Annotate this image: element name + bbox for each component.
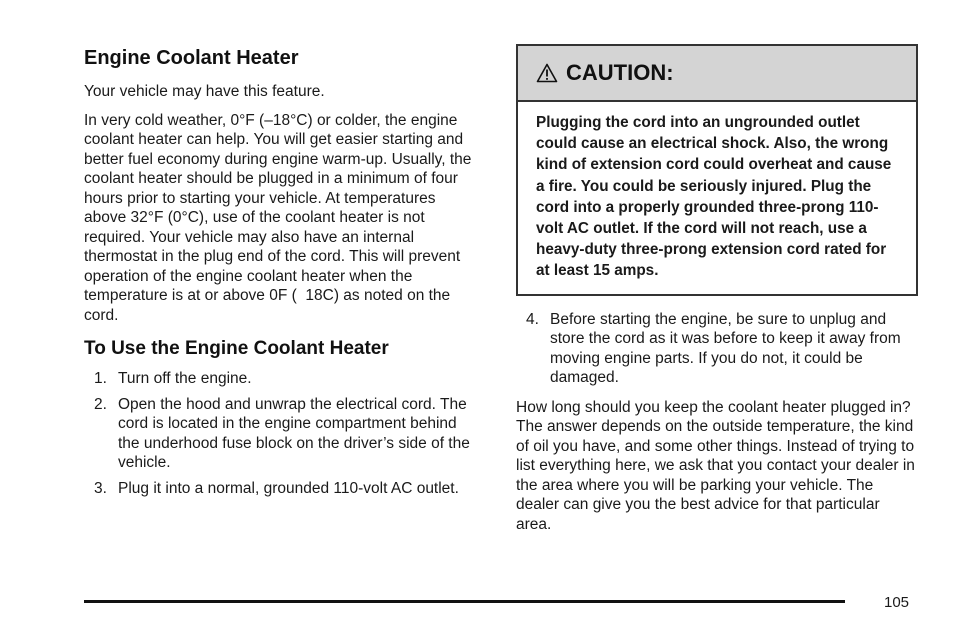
page-number: 105 [884,594,910,611]
intro-text: Your vehicle may have this feature. [84,83,325,100]
list-item [84,395,482,473]
caution-box [516,44,918,296]
step-text: Open the hood and unwrap the electrical cord. The cord is located in the engine compartment behind the underhood fuse block on the driver’s side of the vehicle. [118,395,470,471]
steps-list-continued [516,310,918,388]
step-text: Before starting the engine, be sure to unplug and store the cord as it was before to keep it away from moving engine parts. If you do not, it could be damaged. [550,310,901,387]
left-column [84,44,482,498]
list-item [84,369,482,389]
right-column [516,44,918,534]
step-text: Turn off the engine. [118,370,252,387]
step-number: 1. [94,370,107,387]
step-number: 4. [526,310,539,328]
steps-list [84,369,482,498]
caution-text: Plugging the cord into an ungrounded outlet could cause an electrical shock. Also, the wrong kind of extension cord could overheat and cause a fire. You could be seriously injured. Plug the cord into a properly grounded three-prong 110-volt AC outlet. If the cord will not reach, use a heavy-duty three-prong extension cord rated for at least 15 amps. [536,114,892,280]
subsection-heading: To Use the Engine Coolant Heater [84,338,389,359]
body-paragraph: In very cold weather, 0°F (–18°C) or colder, the engine coolant heater can help. You will get easier starting and better fuel economy during engine warm-up. Usually, the coolant heater should be plugged in a minimum of four hours prior to starting your vehicle. At temperatures above 32°F (0°C), use of the coolant heater is not required. Your vehicle may also have an internal thermostat in the plug end of the cord. This will prevent operation of the engine coolant heater when the temperature is at or above 0F ( 18C) as noted on the cord. [84,111,472,324]
caution-header [518,46,916,102]
warning-triangle-icon [536,63,558,83]
list-item [84,479,482,499]
caution-title: CAUTION: [566,60,674,85]
step-number: 3. [94,479,107,497]
footer-rule [84,600,845,603]
section-heading: Engine Coolant Heater [84,47,299,69]
list-item [516,310,918,388]
step-number: 2. [94,395,107,413]
step-text: Plug it into a normal, grounded 110-volt AC outlet. [118,479,459,497]
body-paragraph: How long should you keep the coolant heater plugged in? The answer depends on the outside temperature, the kind of oil you have, and some other things. Instead of trying to list everything here, we ask that you contact your dealer in the area where you will be parking your vehicle. The dealer can give you the best advice for that particular area. [516,398,915,533]
